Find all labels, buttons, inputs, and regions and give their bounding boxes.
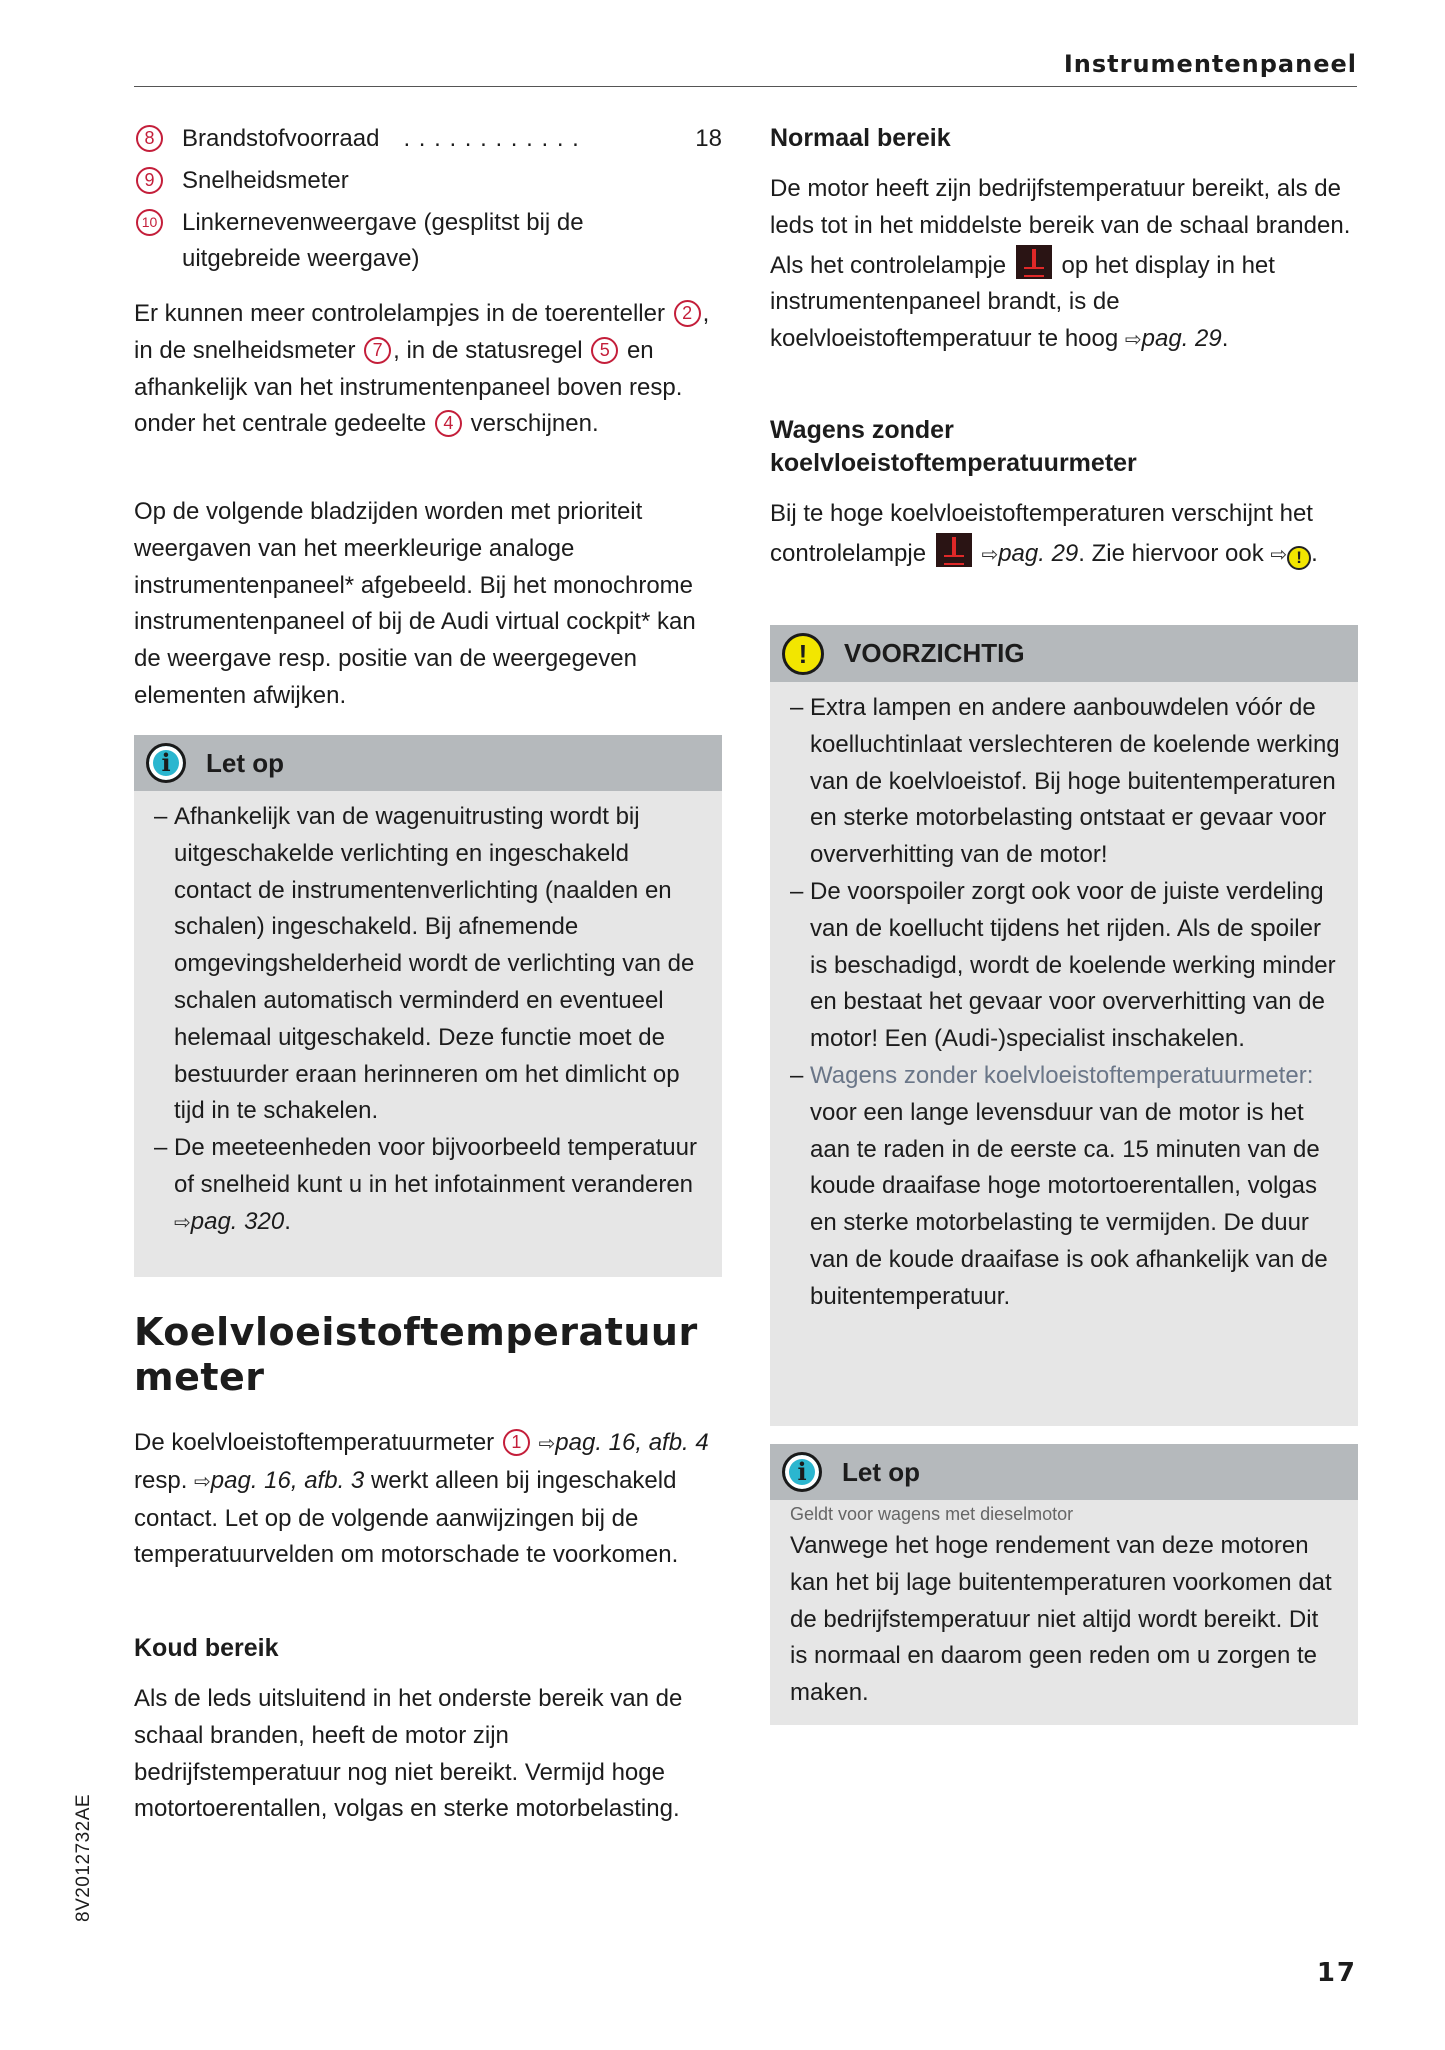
coolant-temperature-warning-icon bbox=[936, 533, 972, 567]
note-title: Let op bbox=[842, 1456, 920, 1487]
warning-icon: ! bbox=[782, 633, 824, 675]
caution-title: VOORZICHTIG bbox=[844, 638, 1025, 669]
ref-text: pag. 16, afb. 3 bbox=[210, 1466, 365, 1494]
legend-item bbox=[134, 121, 722, 158]
caution-item: – Extra lampen en andere aanbouwdelen vóór de koelluchtinlaat verslechteren de koelende werking van de koelvloeistof. Bij hoge buitentemperaturen en sterke motorbelasting ontstaat er gevaar voor oververhitting van de motor! bbox=[790, 690, 1344, 874]
callout-number: 1 bbox=[503, 1429, 530, 1456]
text: . Zie hiervoor ook bbox=[1078, 539, 1264, 567]
note-applicability: Geldt voor wagens met dieselmotor bbox=[790, 1504, 1074, 1524]
arrow-right-icon: ⇨ bbox=[194, 1470, 211, 1493]
note-header bbox=[134, 735, 722, 791]
note-header bbox=[770, 1444, 1358, 1500]
subheading-cold: Koud bereik bbox=[134, 1634, 279, 1662]
text: . bbox=[284, 1207, 291, 1235]
legend-page: 18 bbox=[695, 125, 722, 152]
text: resp. bbox=[134, 1466, 188, 1494]
text: en afhankelijk van het instrumentenpaneel boven resp. onder het centrale gedeelte bbox=[134, 336, 683, 438]
text: De koelvloeistoftemperatuurmeter bbox=[134, 1429, 495, 1456]
note-text: Vanwege het hoge rendement van deze motoren kan het bij lage buitentemperaturen voorkomen dat de bedrijfstemperatuur niet altijd wordt bereikt. Dit is normaal en daarom geen reden om u zorgen te maken. bbox=[790, 1532, 1332, 1707]
page-reference[interactable] bbox=[1125, 325, 1222, 352]
note-box-diesel bbox=[770, 1444, 1358, 1725]
page-number: 17 bbox=[1316, 1958, 1357, 1988]
page-reference[interactable] bbox=[981, 540, 1078, 567]
text: . bbox=[1311, 539, 1318, 567]
legend-item bbox=[134, 205, 614, 279]
running-header: Instrumentenpaneel bbox=[1063, 50, 1357, 78]
paragraph-warning-lamps bbox=[134, 296, 722, 443]
callout-number: 5 bbox=[591, 337, 618, 364]
subheading-normal: Normaal bereik bbox=[770, 124, 951, 152]
note-item bbox=[154, 1130, 708, 1241]
caution-header bbox=[770, 625, 1358, 682]
paragraph-intro bbox=[134, 1425, 722, 1574]
paragraph-normal bbox=[770, 171, 1358, 359]
arrow-right-icon: ⇨ bbox=[1270, 543, 1288, 566]
caution-box bbox=[770, 625, 1358, 1426]
text: op het display in het instrumentenpaneel brandt, is de koelvloeistoftemperatuur te hoog bbox=[770, 251, 1275, 353]
arrow-right-icon: ⇨ bbox=[1124, 329, 1142, 352]
ref-text: pag. 29 bbox=[998, 539, 1079, 567]
note-title: Let op bbox=[206, 747, 284, 778]
text: , in de snelheidsmeter bbox=[134, 300, 710, 364]
ref-text: pag. 29 bbox=[1141, 325, 1222, 353]
arrow-right-icon: ⇨ bbox=[981, 543, 999, 566]
text: , in de statusregel bbox=[393, 336, 583, 364]
callout-number: 2 bbox=[674, 300, 701, 327]
callout-number: 8 bbox=[136, 125, 163, 152]
caution-item: – De voorspoiler zorgt ook voor de juiste verdeling van de koellucht tijdens het rijden. Als de spoiler is beschadigd, wordt de koelende werking minder en bestaat het gevaar voor oververhitting van de motor! Een (Audi-)specialist inschakelen. bbox=[790, 874, 1344, 1058]
info-icon: i bbox=[146, 743, 186, 783]
text: verschijnen. bbox=[470, 410, 599, 438]
note-item: – Afhankelijk van de wagenuitrusting wordt bij uitgeschakelde verlichting en ingeschakeld contact de instrumentenverlichting (naalden en schalen) ingeschakeld. Bij afnemende omgevingshelderheid wordt de verlichting van de schalen automatisch verminderd en eventueel helemaal uitgeschakeld. Deze functie moet de bestuurder eraan herinneren om het dimlicht op tijd in te schakelen. bbox=[154, 799, 708, 1130]
paragraph-display-note: Op de volgende bladzijden worden met prioriteit weergaven van het meerkleurige analoge instrumentenpaneel* afgebeeld. Bij het monochrome instrumentenpaneel of bij de Audi virtual cockpit* kan de weergave resp. positie van de weergegeven elementen afwijken. bbox=[134, 498, 696, 709]
page-reference[interactable] bbox=[194, 1467, 364, 1494]
arrow-right-icon: ⇨ bbox=[174, 1211, 191, 1234]
note-body bbox=[770, 1500, 1358, 1712]
legend-label: Brandstofvoorraad bbox=[182, 125, 380, 152]
caution-icon: ! bbox=[1287, 546, 1311, 570]
caution-item-lead: Wagens zonder koelvloeistoftemperatuurmeter: bbox=[810, 1061, 1314, 1089]
callout-number: 10 bbox=[136, 209, 163, 236]
text: Bij te hoge koelvloeistoftemperaturen verschijnt het controlelampje bbox=[770, 500, 1313, 567]
text: De meeteenheden voor bijvoorbeeld temperatuur of snelheid kunt u in het infotainment veranderen bbox=[174, 1134, 697, 1198]
legend-label: Snelheidsmeter bbox=[182, 166, 349, 194]
document-code: 8V2012732AE bbox=[73, 1793, 94, 1922]
info-icon: i bbox=[782, 1452, 822, 1492]
callout-number: 9 bbox=[136, 167, 163, 194]
callout-number: 4 bbox=[435, 410, 462, 437]
text: werkt alleen bij ingeschakeld contact. Let op de volgende aanwijzingen bij de temperatuurvelden om motorschade te voorkomen. bbox=[134, 1466, 679, 1569]
ref-text: pag. 16, afb. 4 bbox=[555, 1429, 709, 1456]
caution-item bbox=[790, 1058, 1344, 1316]
legend-list bbox=[134, 121, 722, 278]
ref-text: pag. 320 bbox=[190, 1207, 285, 1235]
header-divider bbox=[134, 86, 1357, 87]
note-box-let-op bbox=[134, 735, 722, 1277]
paragraph-cold: Als de leds uitsluitend in het onderste bereik van de schaal branden, heeft de motor zijn bedrijfstemperatuur nog niet bereikt. Vermijd hoge motortoerentallen, volgas en sterke motorbelasting. bbox=[134, 1685, 683, 1823]
text: . bbox=[1221, 325, 1229, 353]
coolant-temperature-warning-icon bbox=[1016, 245, 1052, 279]
caution-list bbox=[770, 682, 1358, 1322]
text: De motor heeft zijn bedrijfstemperatuur bereikt, als de leds tot in het middelste bereik van de schaal branden. Als het controlelampje bbox=[770, 175, 1351, 279]
section-title: Koelvloeistoftemperatuurmeter bbox=[134, 1310, 698, 1399]
legend-label: Linkernevenweergave (gesplitst bij de uitgebreide weergave) bbox=[182, 208, 584, 273]
legend-item bbox=[134, 163, 722, 200]
page-reference[interactable] bbox=[539, 1429, 709, 1456]
callout-number: 7 bbox=[364, 337, 391, 364]
caution-reference[interactable] bbox=[1270, 540, 1311, 567]
page-reference[interactable] bbox=[174, 1208, 284, 1235]
text: voor een lange levensduur van de motor is het aan te raden in de eerste ca. 15 minuten van de koude draaifase hoge motortoerentallen, volgas en sterke motorbelasting te vermijden. De duur van de koude draaifase is ook afhankelijk van de buitentemperatuur. bbox=[810, 1098, 1328, 1310]
leader-dots: . . . . . . . . . . . . bbox=[403, 125, 580, 152]
paragraph-without-meter bbox=[770, 496, 1358, 574]
note-list bbox=[134, 791, 722, 1248]
arrow-right-icon: ⇨ bbox=[538, 1433, 556, 1455]
subheading-without-meter: Wagens zonder koelvloeistoftemperatuurmeter bbox=[770, 416, 1137, 477]
text: Er kunnen meer controlelampjes in de toerenteller bbox=[134, 300, 665, 327]
